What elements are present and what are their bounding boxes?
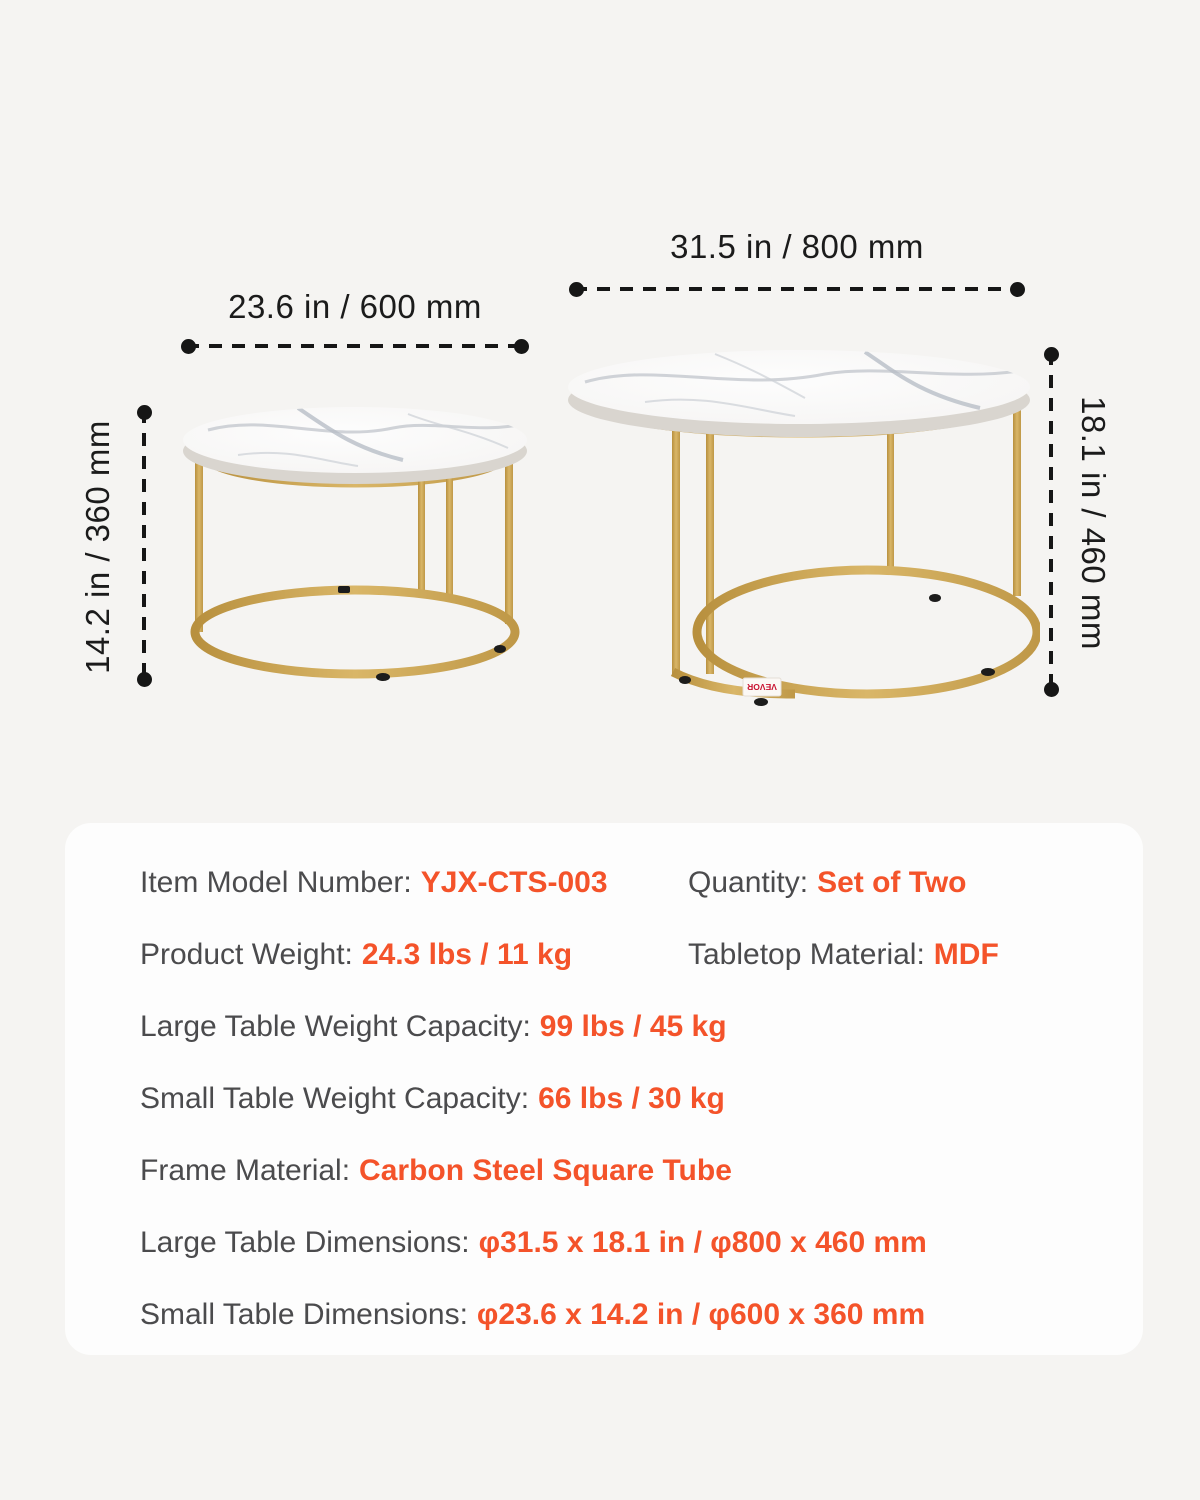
brand-label-text: VEVOR: [747, 681, 777, 692]
spec-tabletop-material: [688, 939, 1143, 971]
spec-frame-material: [140, 1155, 1143, 1187]
spec-label: Large Table Dimensions:: [140, 1226, 470, 1259]
spec-value: 99 lbs / 45 kg: [539, 1010, 727, 1043]
large-table-width-label: 31.5 in / 800 mm: [670, 228, 924, 265]
spec-small-weight-capacity: [140, 1083, 1143, 1115]
small-table-width-label: 23.6 in / 600 mm: [228, 288, 482, 325]
spec-label: Large Table Weight Capacity:: [140, 1010, 531, 1043]
small-table-width-line: [186, 344, 524, 348]
spec-value: 66 lbs / 30 kg: [538, 1082, 725, 1115]
spec-small-dimensions: [140, 1299, 1143, 1331]
spec-item-model-number: [140, 867, 688, 899]
spec-value: φ23.6 x 14.2 in / φ600 x 360 mm: [476, 1298, 926, 1331]
spec-label: Item Model Number:: [140, 866, 412, 899]
spec-large-dimensions: [140, 1227, 1143, 1259]
spec-quantity: [688, 867, 1143, 899]
spec-value: 24.3 lbs / 11 kg: [361, 938, 573, 971]
spec-panel: [65, 823, 1143, 1355]
large-table-height-label: 18.1 in / 460 mm: [1075, 396, 1112, 650]
large-table-width-line: [574, 287, 1020, 291]
spec-value: YJX-CTS-003: [420, 866, 608, 899]
large-table-height-line: [1049, 352, 1053, 692]
spec-value: φ31.5 x 18.1 in / φ800 x 460 mm: [478, 1226, 927, 1259]
spec-label: Frame Material:: [140, 1154, 351, 1187]
spec-row-group-1: [140, 867, 1143, 939]
small-table-illustration: [178, 400, 536, 692]
spec-label: Quantity:: [688, 866, 809, 899]
spec-large-weight-capacity: [140, 1011, 1143, 1043]
spec-label: Product Weight:: [140, 938, 353, 971]
small-table-height-line: [142, 410, 146, 682]
spec-label: Small Table Dimensions:: [140, 1298, 468, 1331]
spec-value: MDF: [933, 938, 999, 971]
spec-label: Tabletop Material:: [688, 938, 925, 971]
small-table-height-label: 14.2 in / 360 mm: [79, 420, 116, 674]
spec-value: Set of Two: [817, 866, 967, 899]
spec-label: Small Table Weight Capacity:: [140, 1082, 530, 1115]
large-table-illustration: [565, 342, 1040, 710]
brand-sticker: [743, 678, 781, 696]
spec-value: Carbon Steel Square Tube: [359, 1154, 732, 1187]
spec-product-weight: [140, 939, 688, 971]
spec-row-group-2: [140, 939, 1143, 1011]
